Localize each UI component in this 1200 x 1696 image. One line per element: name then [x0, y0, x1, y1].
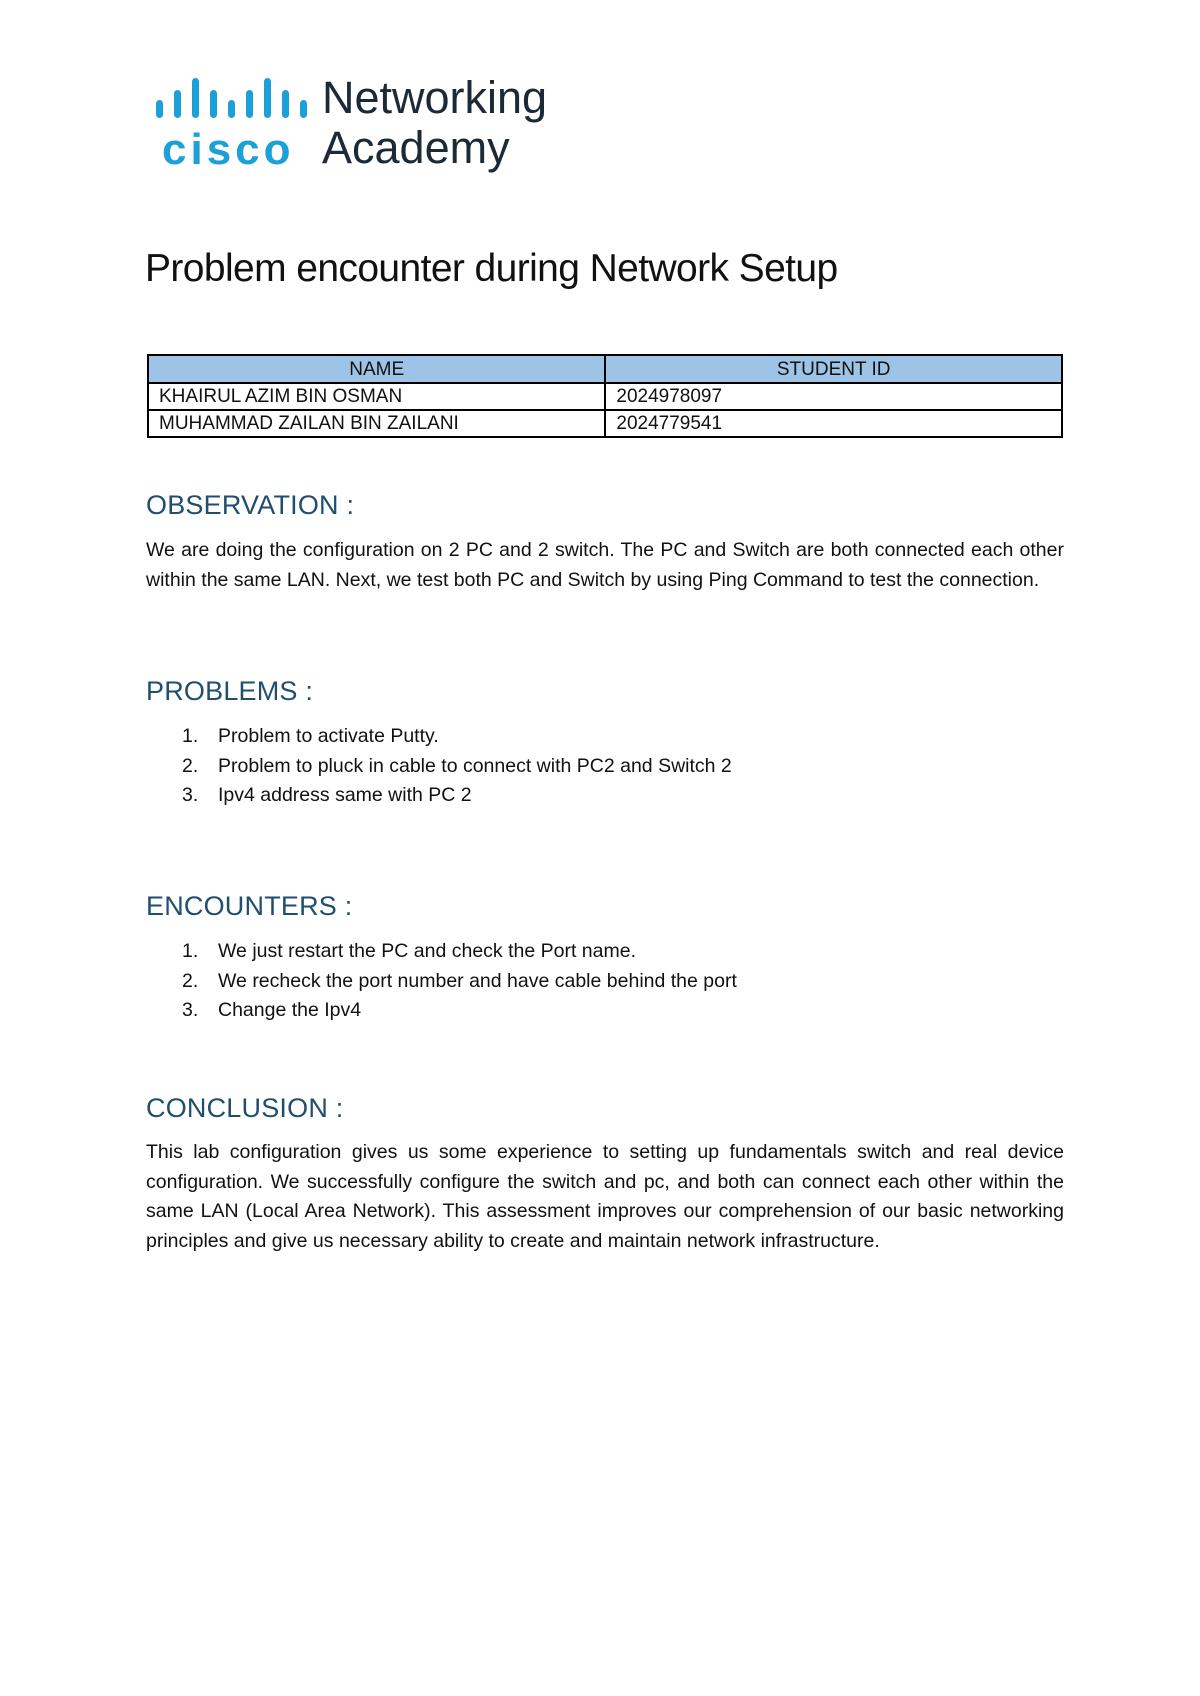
problems-list	[146, 722, 732, 811]
name-column-header: NAME	[148, 355, 605, 383]
list-item-text: Problem to activate Putty.	[218, 725, 439, 747]
encounters-list	[146, 937, 737, 1026]
logo-networking-text: Networking	[322, 72, 548, 123]
conclusion-heading: CONCLUSION :	[146, 1093, 344, 1123]
table-header-row	[148, 355, 1062, 383]
table-row	[148, 383, 1062, 410]
observation-heading: OBSERVATION :	[146, 490, 355, 520]
list-item	[146, 722, 732, 752]
list-number: 2.	[182, 754, 199, 777]
list-item	[146, 781, 732, 811]
list-number: 3.	[182, 999, 199, 1021]
list-number: 1.	[182, 940, 199, 962]
student-id-column-header: STUDENT ID	[605, 355, 1062, 383]
list-item	[146, 967, 737, 997]
student-name-cell: MUHAMMAD ZAILAN BIN ZAILANI	[148, 410, 605, 437]
logo-academy-text: Academy	[322, 122, 510, 173]
list-item	[146, 937, 737, 967]
conclusion-paragraph: This lab configuration gives us some experience to setting up fundamentals switch and real device configuration. We successfully configure the switch and pc, and both can connect each other within the same LAN (Local Area Network). This assessment improves our comprehension of our basic networking principles and give us necessary ability to create and maintain network infrastructure.	[146, 1141, 1064, 1252]
list-number: 3.	[182, 784, 199, 806]
list-number: 2.	[182, 969, 199, 992]
page-title: Problem encounter during Network Setup	[145, 247, 838, 290]
cisco-wordmark: cisco	[162, 125, 295, 170]
list-number: 1.	[182, 725, 199, 747]
list-item-text: We recheck the port number and have cable behind the port	[218, 969, 737, 992]
cisco-bridge-icon	[152, 78, 312, 170]
table-row	[148, 410, 1062, 437]
student-id-cell: 2024779541	[605, 410, 1062, 437]
list-item-text: Change the Ipv4	[218, 999, 362, 1021]
student-id-cell: 2024978097	[605, 383, 1062, 410]
problems-heading: PROBLEMS :	[146, 676, 314, 706]
list-item-text: Ipv4 address same with PC 2	[218, 784, 472, 806]
list-item	[146, 752, 732, 782]
list-item-text: Problem to pluck in cable to connect with PC2 and Switch 2	[218, 754, 732, 777]
observation-paragraph: We are doing the configuration on 2 PC and 2 switch. The PC and Switch are both connected each other within the same LAN. Next, we test both PC and Switch by using Ping Command to test the connection.	[146, 539, 1064, 591]
encounters-heading: ENCOUNTERS :	[146, 891, 353, 921]
student-name-cell: KHAIRUL AZIM BIN OSMAN	[148, 383, 605, 410]
list-item	[146, 996, 737, 1026]
list-item-text: We just restart the PC and check the Port name.	[218, 940, 637, 962]
cisco-networking-academy-logo	[152, 72, 552, 178]
student-table	[147, 354, 1063, 438]
